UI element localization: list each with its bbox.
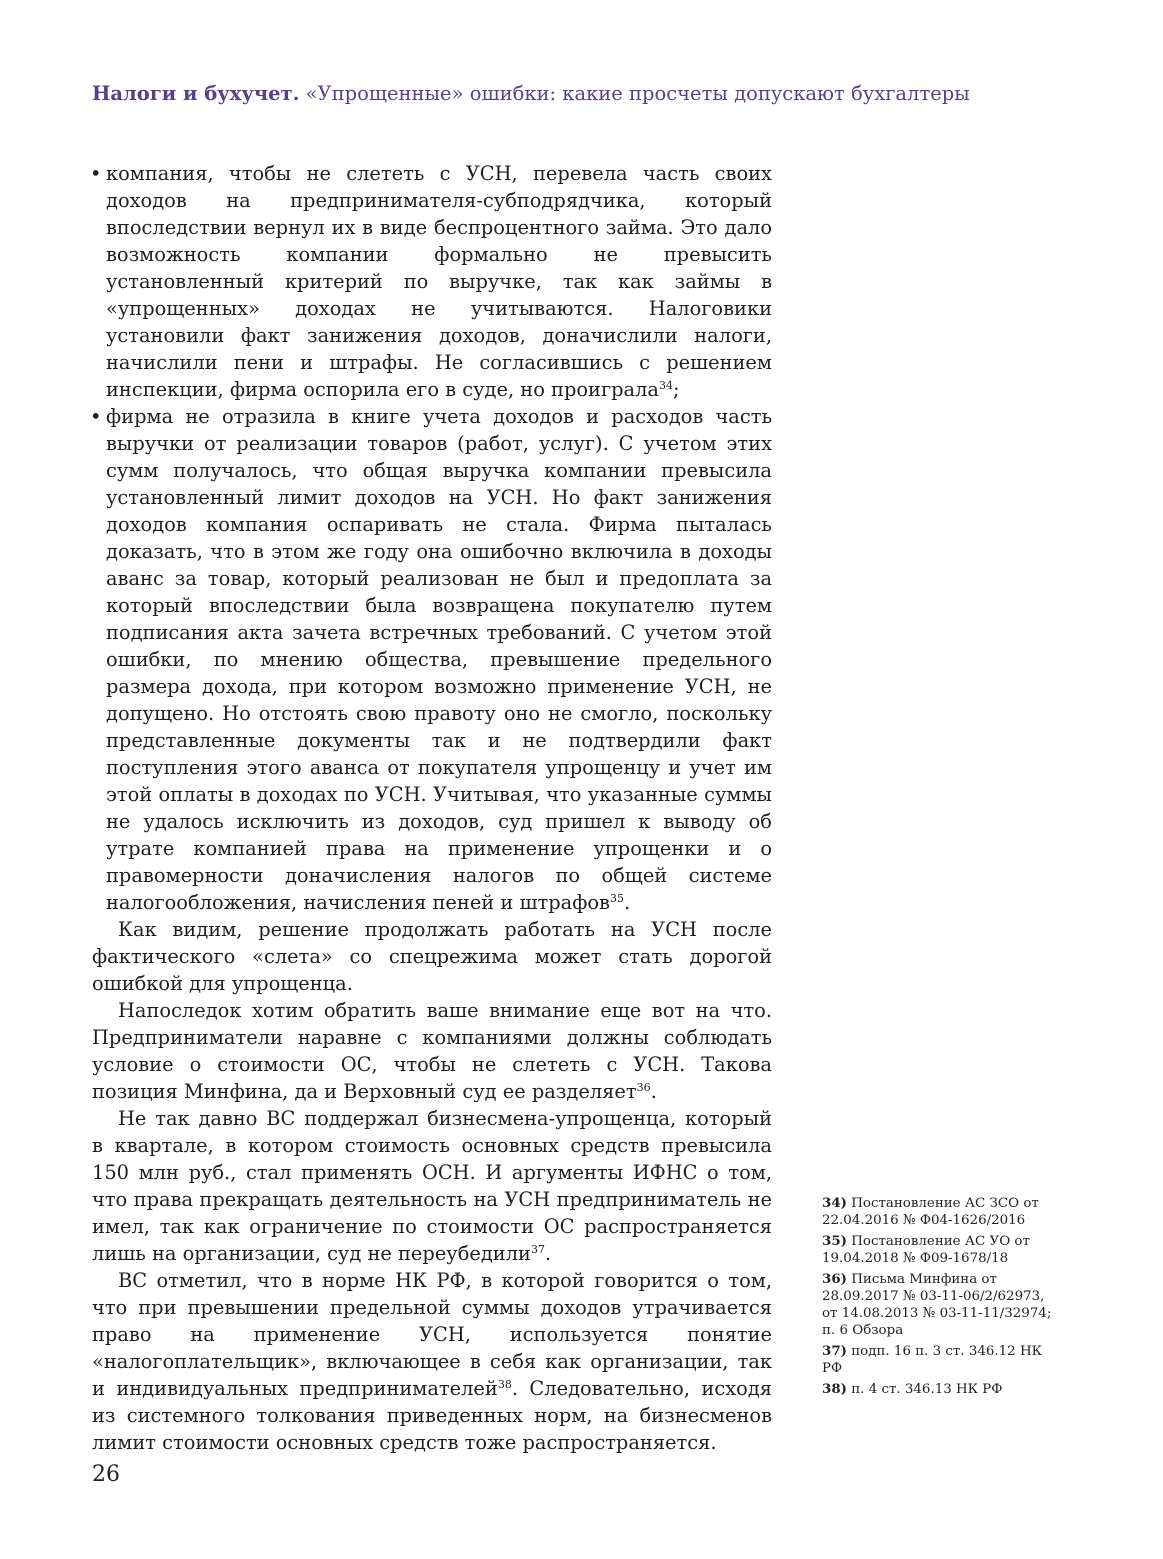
footnote-ref: 35: [609, 892, 624, 905]
paragraph: [92, 1105, 772, 1267]
header-title: «Упрощенные» ошибки: какие просчеты допускают бухгалтеры: [305, 82, 970, 105]
footnote-ref: 36: [636, 1081, 651, 1094]
footnote-text: Постановление АС УО от 19.04.2018 № Ф09-1678/18: [822, 1234, 1030, 1266]
bullet-text: компания, чтобы не слететь с УСН, перевела часть своих доходов на предпринимателя-субподрядчика, который впоследствии вернул их в виде беспроцентного займа. Это дало возможность компании формально не превысить установленный критерий по выручке, так как займы в «упрощенных» доходах не учитываются. Налоговики установили факт занижения доходов, доначислили налоги, начислили пени и штрафы. Не согласившись с решением инспекции, фирма оспорила его в суде, но проиграла: [106, 162, 772, 401]
footnote-text: подп. 16 п. 3 ст. 346.12 НК РФ: [822, 1344, 1043, 1376]
footnote: [822, 1381, 1062, 1398]
footnote-ref: 38: [497, 1378, 512, 1391]
bullet-item: [92, 403, 772, 916]
footnote: [822, 1271, 1062, 1339]
paragraph-tail: .: [544, 1242, 552, 1265]
footnote: [822, 1195, 1062, 1229]
footnote-text: п. 4 ст. 346.13 НК РФ: [851, 1382, 1003, 1397]
footnote-number: 37): [822, 1343, 847, 1359]
footnote: [822, 1233, 1062, 1267]
bullet-tail: ;: [672, 378, 680, 401]
paragraph-text: Напоследок хотим обратить ваше внимание еще вот на что. Предприниматели наравне с компаниями должны соблюдать условие о стоимости ОС, чтобы не слететь с УСН. Такова позиция Минфина, да и Верховный суд ее разделяет: [92, 999, 772, 1103]
running-header: [92, 82, 970, 105]
paragraph-tail: . Следовательно, исходя из системного толкования приведенных норм, на бизнесменов лимит стоимости основных средств тоже распространяется.: [92, 1377, 772, 1454]
footnote-text: Письма Минфина от 28.09.2017 № 03-11-06/2/62973, от 14.08.2013 № 03-11-11/32974; п. 6 Обзора: [822, 1272, 1052, 1338]
footnote-ref: 34: [658, 379, 673, 392]
footnote-number: 34): [822, 1195, 847, 1211]
paragraph: [92, 916, 772, 997]
footnote-number: 36): [822, 1271, 847, 1287]
bullet-item: [92, 160, 772, 403]
footnotes: [822, 1195, 1062, 1402]
paragraph-text: Как видим, решение продолжать работать на УСН после фактического «слета» со спецрежима может стать дорогой ошибкой для упрощенца.: [92, 918, 772, 995]
paragraph-text: Не так давно ВС поддержал бизнесмена-упрощенца, который в квартале, в котором стоимость основных средств превысила 150 млн руб., стал применять ОСН. И аргументы ИФНС о том, что права прекращать деятельность на УСН предприниматель не имел, так как ограничение по стоимости ОС распространяется лишь на организации, суд не переубедили: [92, 1107, 772, 1265]
page-number: 26: [92, 1462, 120, 1487]
main-text: [92, 160, 772, 1456]
bullet-text: фирма не отразила в книге учета доходов и расходов часть выручки от реализации товаров (работ, услуг). С учетом этих сумм получалось, что общая выручка компании превысила установленный лимит доходов на УСН. Но факт занижения доходов компания оспаривать не стала. Фирма пыталась доказать, что в этом же году она ошибочно включила в доходы аванс за товар, который реализован не был и предоплата за который впоследствии была возвращена покупателю путем подписания акта зачета встречных требований. С учетом этой ошибки, по мнению общества, превышение предельного размера дохода, при котором возможно применение УСН, не допущено. Но отстоять свою правоту оно не смогло, поскольку представленные документы так и не подтвердили факт поступления этого аванса от покупателя упрощенцу и учет им этой оплаты в доходах по УСН. Учитывая, что указанные суммы не удалось исключить из доходов, суд пришел к выводу об утрате компанией права на применение упрощенки и о правомерности доначисления налогов по общей системе налогообложения, начисления пеней и штрафов: [106, 405, 772, 914]
footnote-text: Постановление АС ЗСО от 22.04.2016 № Ф04-1626/2016: [822, 1196, 1039, 1228]
footnote: [822, 1343, 1062, 1377]
paragraph: [92, 997, 772, 1105]
footnote-ref: 37: [530, 1243, 545, 1256]
paragraph: [92, 1267, 772, 1456]
bullet-tail: .: [623, 891, 631, 914]
paragraph-tail: .: [650, 1080, 657, 1103]
paragraph-text: ВС отметил, что в норме НК РФ, в которой говорится о том, что при превышении предельной суммы доходов утрачивается право на применение УСН, используется понятие «налогоплательщик», включающее в себя как организации, так и индивидуальных предпринимателей: [92, 1269, 772, 1400]
footnote-number: 35): [822, 1233, 847, 1249]
footnote-number: 38): [822, 1381, 847, 1397]
header-section: Налоги и бухучет.: [92, 82, 300, 105]
